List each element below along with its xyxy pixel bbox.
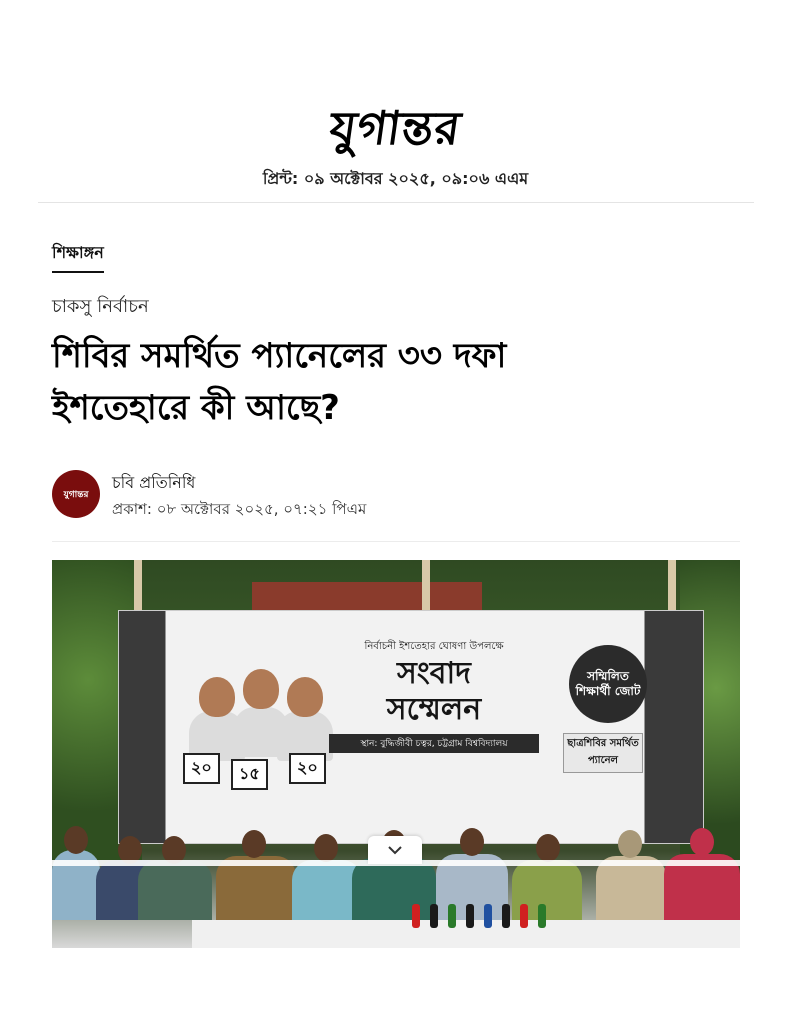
chevron-down-icon xyxy=(387,845,403,855)
byline-divider xyxy=(52,541,740,542)
banner-title-line-1: সংবাদ xyxy=(397,656,471,691)
microphone xyxy=(520,904,528,928)
banner-center xyxy=(329,639,539,753)
expand-button[interactable] xyxy=(368,836,422,864)
candidate-face xyxy=(243,669,279,709)
person-head xyxy=(536,834,560,862)
microphone xyxy=(412,904,420,928)
banner-top-text: নির্বাচনী ইশতেহার ঘোষণা উপলক্ষে xyxy=(364,641,504,652)
candidate-number: ১৫ xyxy=(231,759,268,790)
microphone xyxy=(484,904,492,928)
print-date: প্রিন্ট: ০৯ অক্টোবর ২০২৫, ০৯:০৬ এএম xyxy=(262,169,529,188)
banner-logo: সম্মিলিত শিক্ষার্থী জোট xyxy=(569,645,647,723)
person-head xyxy=(64,826,88,854)
headline-line-1: শিবির সমর্থিত প্যানেলের ৩৩ দফা xyxy=(52,336,507,376)
article-photo[interactable] xyxy=(52,560,740,948)
author-name: চবি প্রতিনিধি xyxy=(112,473,196,492)
person-head xyxy=(460,828,484,856)
person-head xyxy=(618,830,642,858)
microphones xyxy=(412,904,562,928)
candidate-face xyxy=(199,677,235,717)
candidate-face xyxy=(287,677,323,717)
person-head xyxy=(314,834,338,862)
header-divider xyxy=(38,202,754,203)
person-head xyxy=(242,830,266,858)
microphone xyxy=(430,904,438,928)
article-headline xyxy=(52,330,692,434)
microphone xyxy=(538,904,546,928)
banner-title-line-2: সম্মেলন xyxy=(386,692,482,727)
site-logo[interactable]: যুগান্তর xyxy=(326,101,465,155)
headline-line-2: ইশতেহারে কী আছে? xyxy=(52,388,340,428)
publish-date: প্রকাশ: ০৮ অক্টোবর ২০২৫, ০৭:২১ পিএম xyxy=(112,500,367,518)
microphone xyxy=(466,904,474,928)
microphone xyxy=(502,904,510,928)
banner-right-text: ছাত্রশিবির সমর্থিত প্যানেল xyxy=(563,733,643,773)
masthead xyxy=(0,100,791,156)
author-avatar: যুগান্তর xyxy=(52,470,100,518)
category-link[interactable]: শিক্ষাঙ্গন xyxy=(52,240,104,273)
microphone xyxy=(448,904,456,928)
sub-headline: চাকসু নির্বাচন xyxy=(52,296,149,317)
banner-candidates xyxy=(189,651,329,781)
candidate-number: ২০ xyxy=(183,753,220,784)
banner-venue: স্থান: বুদ্ধিজীবী চত্বর, চট্টগ্রাম বিশ্ববিদ্যালয় xyxy=(329,734,539,753)
candidate-number: ২০ xyxy=(289,753,326,784)
press-conference-banner xyxy=(118,610,704,844)
person-head xyxy=(690,828,714,856)
person xyxy=(138,860,212,920)
